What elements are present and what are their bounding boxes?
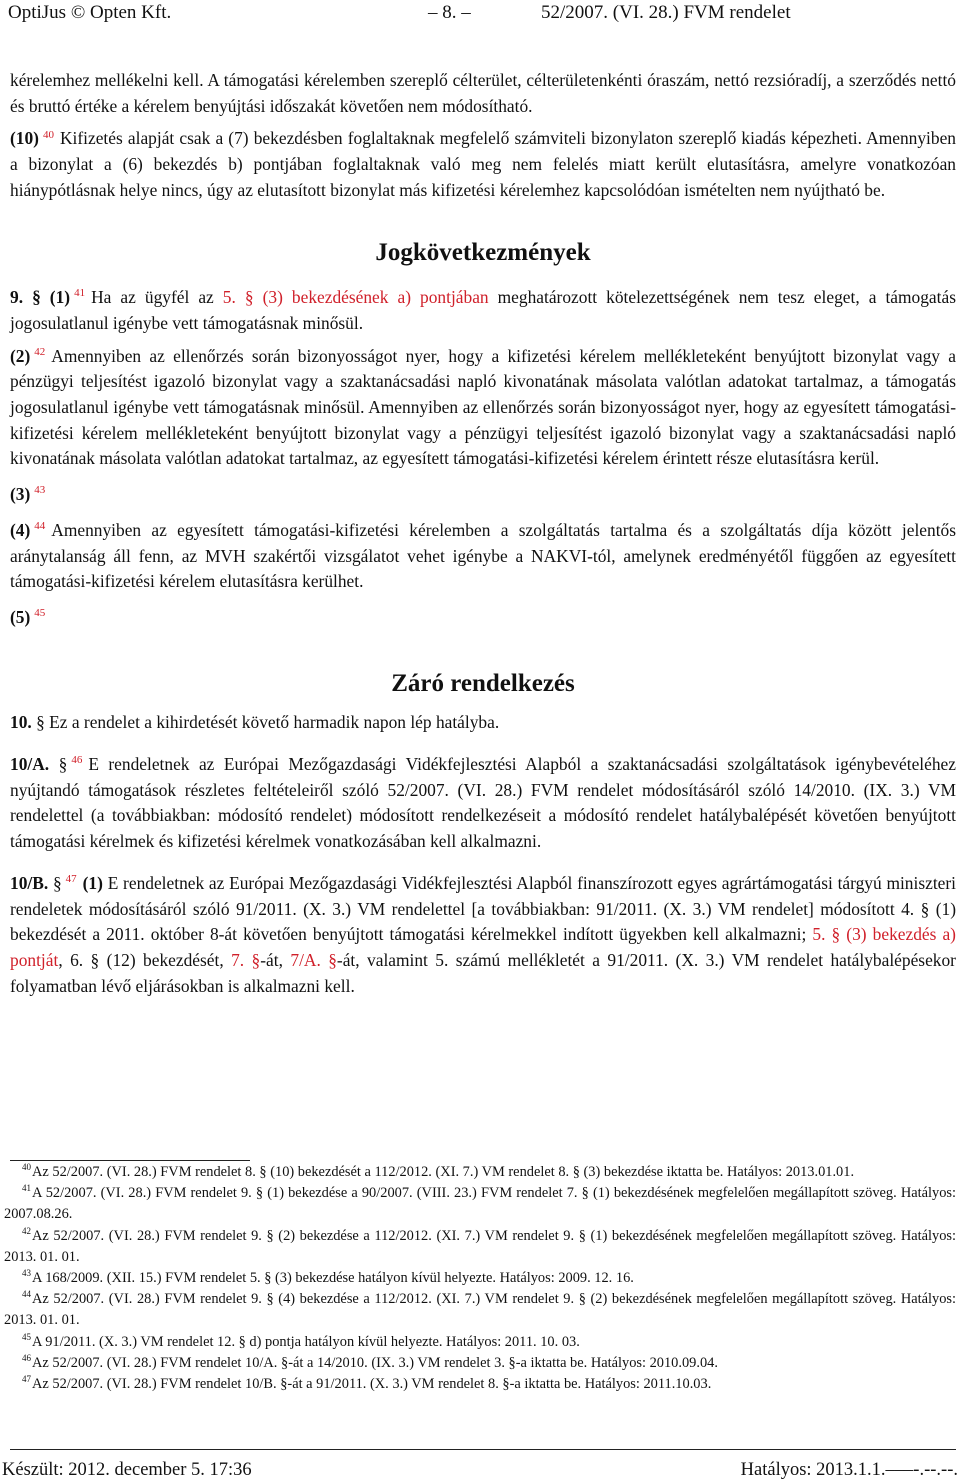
paragraph-4 [10, 518, 956, 595]
footnote-ref-47[interactable]: 47 [65, 873, 77, 886]
section-9 [10, 285, 956, 336]
footnote-number: 43 [22, 1268, 31, 1279]
header-publisher: OptiJus © Opten Kft. [8, 2, 172, 23]
paragraph-text: Kifizetés alapját csak a (7) bekezdésben foglaltaknak megfelelő számviteli bizonylaton szereplő kiadás képezheti. Amennyiben a bizonylat a (6) bekezdés b) pontjában foglaltaknak való meg nem felelés miatt került elutasításra, amelyre vonatkozóan hiánypótlásnak helye nincs, úgy az elutasított bizonylat más kifizetési kérelemhez kapcsolódóan ismételten nem nyújtható be. [10, 128, 956, 200]
paragraph-number: (5) [10, 606, 31, 627]
footnote-divider [10, 1160, 250, 1161]
paragraph-number: (2) [10, 345, 31, 366]
section-sign: § [58, 754, 68, 775]
section-number: 10/A. [10, 754, 50, 775]
paragraph-5 [10, 605, 956, 631]
section-10a [10, 752, 956, 855]
cross-reference-link[interactable]: 5. § (3) bekezdésének a) pontjában [222, 287, 489, 308]
footer-created-date: Készült: 2012. december 5. 17:36 [2, 1460, 252, 1480]
section-number: 9. [10, 287, 24, 308]
section-sign: § [52, 872, 62, 893]
cross-reference-link[interactable]: 7. § [231, 949, 261, 970]
paragraph-text: Amennyiben az egyesített támogatási-kifizetési kérelemben a szolgáltatás tartalma és a szolgáltatás díja között jelentős aránytalanság áll fenn, az MVH szakértői vizsgálatot vehet igénybe a NAKVI-tól, amelynek eredményétől függően az egyesített támogatási-kifizetési kérelem elutasításra kerülhet. [10, 519, 956, 592]
footnote-text: Az 52/2007. (VI. 28.) FVM rendelet 10/B. §-át a 91/2011. (X. 3.) VM rendelet 8. §-a iktatta be. Hatályos: 2011.10.03. [32, 1376, 712, 1393]
footnote-ref-45[interactable]: 45 [34, 607, 46, 620]
section-text: Ha az ügyfél az [91, 287, 214, 308]
footnote-ref-41[interactable]: 41 [74, 287, 86, 300]
section-heading-jogkovetkezmenyek: Jogkövetkezmények [375, 238, 591, 266]
header-page-number: – 8. – [428, 2, 471, 23]
footer-effective-date: Hatályos: 2013.1.1.–––-.--.--. [740, 1460, 958, 1480]
footnote-number: 40 [22, 1162, 31, 1173]
footnote-text: Az 52/2007. (VI. 28.) FVM rendelet 9. § (2) bekezdése a 112/2012. (XI. 7.) VM rendelet 9. § (1) bekezdésének megfelelően megállapított szöveg. Hatályos: 2013. 01. 01. [4, 1227, 956, 1265]
footnote [4, 1374, 956, 1395]
paragraph-10 [10, 126, 956, 203]
subsection-number: (1) [82, 872, 103, 893]
footnote-text: Az 52/2007. (VI. 28.) FVM rendelet 10/A. §-át a 14/2010. (IX. 3.) VM rendelet 3. §-a iktatta be. Hatályos: 2010.09.04. [32, 1354, 718, 1371]
cross-reference-link[interactable]: 5. § (3) bekezdés a) pontját [10, 924, 956, 970]
footnote [4, 1162, 956, 1183]
footnote [4, 1226, 956, 1268]
section-text: § Ez a rendelet a kihirdetését követő harmadik napon lép hatályba. [36, 712, 500, 733]
footnote-text: A 91/2011. (X. 3.) VM rendelet 12. § d) pontja hatályon kívül helyezte. Hatályos: 2011. 10. 03. [32, 1333, 580, 1350]
section-number: 10/B. [10, 872, 49, 893]
footnote [4, 1268, 956, 1289]
page-header [8, 0, 952, 30]
footnote-number: 46 [22, 1353, 31, 1364]
section-10 [10, 710, 956, 736]
footnote [4, 1332, 956, 1353]
document-body [10, 68, 956, 999]
footnote-text: Az 52/2007. (VI. 28.) FVM rendelet 8. § (10) bekezdését a 112/2012. (XI. 7.) VM rendelet 8. § (3) bekezdése iktatta be. Hatályos: 2013.01.01. [32, 1164, 855, 1180]
footnote [4, 1183, 956, 1225]
section-text: meghatározott kötelezettségének nem tesz eleget, a támogatás jogosulatlanul igénybe vett támogatásnak minősül. [10, 287, 956, 333]
paragraph-number: (3) [10, 484, 31, 505]
page-footer [2, 1460, 958, 1484]
paragraph-number: (4) [10, 519, 31, 540]
paragraph-intro: kérelemhez mellékelni kell. A támogatási kérelemben szereplő célterület, célterületenkénti óraszám, nettó rezsióradíj, a szerződés nettó és bruttó értéke a kérelem benyújtási időszakát követően nem módosítható. [10, 70, 956, 116]
footnote-ref-42[interactable]: 42 [34, 345, 46, 358]
footnote [4, 1353, 956, 1374]
footer-divider [10, 1449, 956, 1450]
section-10b [10, 871, 956, 1000]
footnote-number: 44 [22, 1289, 31, 1300]
footnote-number: 42 [22, 1225, 31, 1236]
section-text: E rendeletnek az Európai Mezőgazdasági Vidékfejlesztési Alapból a szaktanácsadási szolgáltatások igénybevételéhez nyújtandó támogatások részletes feltételeiről szóló 52/2007. (VI. 28.) FVM rendelet módosításáról szóló 14/2010. (IX. 3.) VM rendelettel (a továbbiakban: módosító rendelet) módosított rendelkezéseit a módosító rendelet hatálybalépését követően benyújtott támogatási kérelmek és kifizetési kérelmek vonatkozásában kell alkalmazni. [10, 754, 956, 852]
footnote-number: 45 [22, 1331, 31, 1342]
footnote-ref-44[interactable]: 44 [34, 520, 46, 533]
footnote-text: Az 52/2007. (VI. 28.) FVM rendelet 9. § (4) bekezdése a 112/2012. (XI. 7.) VM rendelet 9. § (2) bekezdésének megfelelően megállapított szöveg. Hatályos: 2013. 01. 01. [4, 1291, 956, 1329]
section-heading-zaro-rendelkezes: Záró rendelkezés [391, 669, 575, 697]
footnote-ref-40[interactable]: 40 [42, 128, 54, 141]
section-text: -át, [260, 949, 283, 970]
paragraph-3 [10, 482, 956, 508]
subsection-number: § (1) [32, 287, 71, 308]
section-text: , 6. § (12) bekezdését, [58, 949, 224, 970]
footnote-text: A 168/2009. (XII. 15.) FVM rendelet 5. § (3) bekezdése hatályon kívül helyezte. Hatályos: 2009. 12. 16. [32, 1270, 634, 1287]
paragraph-text: Amennyiben az ellenőrzés során bizonyosságot nyer, hogy a kifizetési kérelem mellékleteként benyújtott bizonylat vagy a pénzügyi teljesítést igazoló bizonylat vagy a szaktanácsadási napló kivonatának másolata valótlan adatokat tartalmaz, a támogatás jogosulatlanul igénybe vett támogatásnak minősül. Amennyiben az ellenőrzés során bizonyosságot nyer, hogy az egyesített támogatási-kifizetési kérelem mellékleteként benyújtott bizonylat vagy a pénzügyi teljesítést igazoló bizonylat vagy a szaktanácsadási napló kivonatának másolata valótlan adatokat tartalmaz, az egyesített támogatási-kifizetési kérelem érintett része elutasításra kerül. [10, 345, 956, 469]
footnote [4, 1289, 956, 1331]
footnote-number: 41 [22, 1183, 31, 1194]
paragraph-number: (10) [10, 128, 39, 149]
footnote-text: A 52/2007. (VI. 28.) FVM rendelet 9. § (1) bekezdése a 90/2007. (VIII. 23.) FVM rendelet 7. § (1) bekezdésének megfelelően megállapított szöveg. Hatályos: 2007.08.26. [4, 1185, 956, 1223]
section-text: E rendeletnek az Európai Mezőgazdasági Vidékfejlesztési Alapból finanszírozott egyes agrártámogatási tárgyú miniszteri rendeletek módosításáról szóló 91/2011. (X. 3.) VM rendelettel [a továbbiakban: 91/2011. (X. 3.) VM rendelet] módosított 4. § (1) bekezdését a 2011. október 8-át követően benyújtott támogatási kérelmekkel indított ügyekben kell alkalmazni; [10, 872, 956, 945]
footnote-number: 47 [22, 1374, 31, 1385]
footnotes [4, 1162, 956, 1395]
header-document-title: 52/2007. (VI. 28.) FVM rendelet [541, 2, 791, 23]
cross-reference-link[interactable]: 7/A. § [290, 949, 337, 970]
paragraph-2 [10, 344, 956, 473]
section-number: 10. [10, 712, 32, 733]
footnote-ref-43[interactable]: 43 [34, 484, 46, 497]
section-text: -át, valamint 5. számú mellékletét a 91/2011. (X. 3.) VM rendelet hatálybalépésekor folyamatban lévő eljárásokban is alkalmazni kell. [10, 949, 956, 996]
footnote-ref-46[interactable]: 46 [71, 754, 83, 767]
